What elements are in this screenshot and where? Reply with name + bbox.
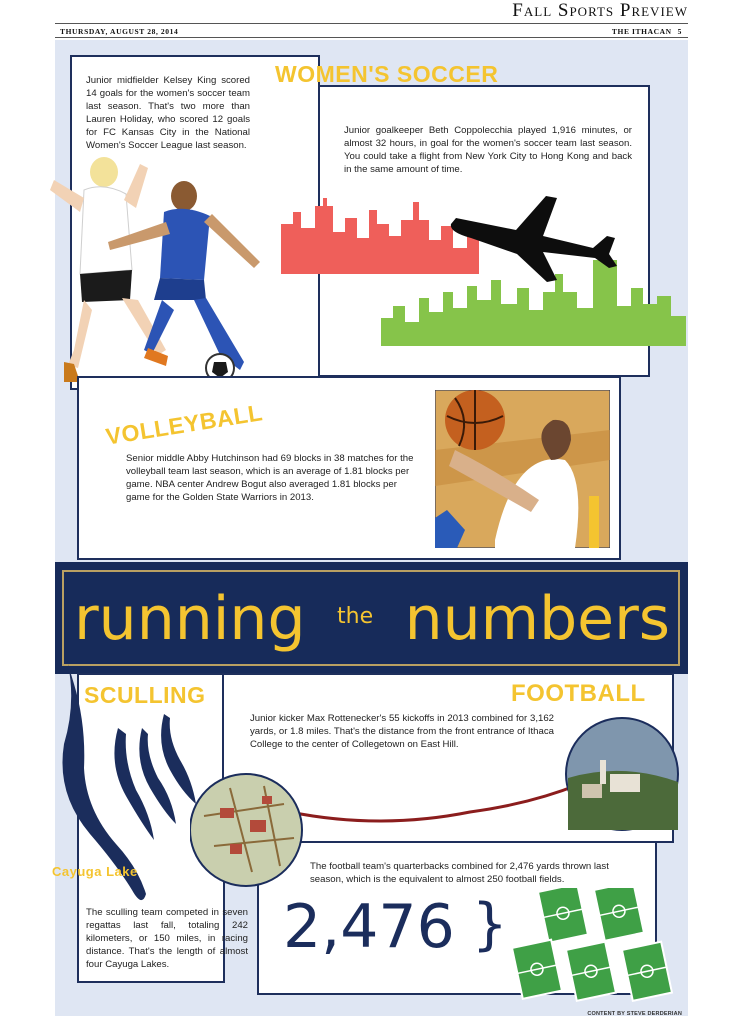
volleyball-fact: Senior middle Abby Hutchinson had 69 blocks in 38 matches for the volleyball team last season, which is an average of 1.81 blocks per game. NBA center Andrew Bogut also averaged 1.81 blocks per game for the Golden State Warriors in 2013. [126, 453, 414, 503]
banner-title [74, 577, 670, 661]
header-rule [55, 23, 688, 24]
sculling-heading: SCULLING [84, 682, 206, 708]
banner-word-the: the [337, 603, 374, 629]
publication-info [612, 27, 682, 36]
section-title: Fall Sports Preview [512, 0, 688, 21]
soccer-fact-goals: Junior midfielder Kelsey King scored 14 goals for the women's soccer team last season. That's two more than Lauren Holiday, who scored 12 goals for FC Kansas City in the National Women's Soccer League last season. [86, 75, 250, 151]
issue-date: THURSDAY, AUGUST 28, 2014 [60, 27, 179, 36]
football-kickoff-fact: Junior kicker Max Rottenecker's 55 kickoffs in 2013 combined for 3,162 yards, or 1.8 miles. That's the distance from the front entrance of Ithaca College to the center of Collegetown on East Hill. [250, 713, 554, 750]
soccer-players-photo [44, 150, 279, 390]
route-line [290, 784, 580, 821]
publication-name: THE ITHACAN [611, 27, 672, 36]
brace: } [472, 892, 508, 957]
volleyball-heading: VOLLEYBALL [104, 399, 265, 450]
banner-word-numbers: numbers [404, 584, 670, 654]
page-number: 5 [677, 27, 682, 36]
ithaca-college-map [190, 774, 302, 886]
basketball-photo [435, 390, 610, 548]
content-credit: CONTENT BY STEVE DERDERIAN [587, 1011, 682, 1017]
skyline-illustration [281, 188, 686, 350]
yards-number: 2,476 [283, 892, 455, 962]
football-fields-graphic [508, 888, 678, 1006]
sculling-fact: The sculling team competed in seven regattas last fall, totaling 242 kilometers, or 150 miles, in racing distance. That's the length of almost four Cayuga Lakes. [86, 907, 248, 970]
soccer-heading: WOMEN'S SOCCER [275, 61, 499, 87]
new-york-skyline [281, 198, 479, 274]
banner-word-running: running [74, 584, 306, 654]
cayuga-lake-label: Cayuga Lake [52, 864, 138, 879]
soccer-fact-minutes: Junior goalkeeper Beth Coppolecchia played 1,916 minutes, or almost 32 hours, in goal for the women's soccer team last season. You could take a flight from New York City to Hong Kong and back in the same amount of time. [344, 125, 632, 175]
football-quarterback-fact: The football team's quarterbacks combined for 2,476 yards thrown last season, which is the equivalent to almost 250 football fields. [310, 861, 609, 885]
header-rule-bottom [55, 37, 688, 38]
football-heading: FOOTBALL [511, 680, 646, 707]
